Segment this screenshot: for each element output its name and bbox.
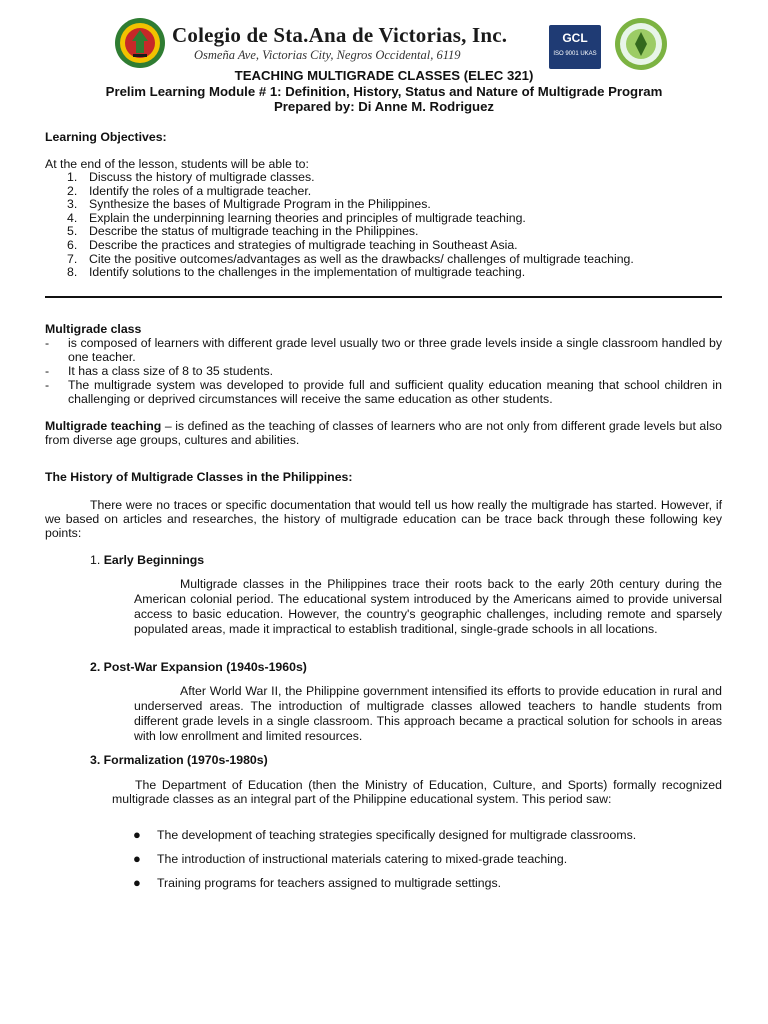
item-text: Describe the status of multigrade teaching in the Philippines. [89,224,419,239]
multigrade-teaching-definition [45,419,722,447]
item-text: The development of teaching strategies specifically designed for multigrade classrooms. [157,828,637,842]
list-item [67,198,634,212]
school-seal-icon [114,17,166,69]
item-text: Synthesize the bases of Multigrade Program in the Philippines. [89,197,431,212]
list-item [67,212,634,226]
cert-brand: GCL [562,31,588,45]
list-item [67,171,634,185]
item-number: 2. [67,183,78,198]
objectives-intro: At the end of the lesson, students will be able to: [45,157,309,171]
item-text: The introduction of instructional materials catering to mixed-grade teaching. [157,852,568,866]
list-item [67,266,634,280]
section-divider [45,296,722,298]
certification-badge [549,25,601,69]
history-point-3-heading: 3. Formalization (1970s-1980s) [90,753,268,767]
bullet-icon: ● [133,827,141,842]
point-number: 1. [90,553,101,567]
multigrade-class-list [45,336,722,406]
item-number: 4. [67,210,78,225]
item-text: Describe the practices and strategies of multigrade teaching in Southeast Asia. [89,237,518,252]
item-number: 1. [67,170,78,184]
item-text: It has a class size of 8 to 35 students. [68,364,274,378]
list-item: - The multigrade system was developed to provide full and sufficient quality education meaning that school children in challenging or deprived circumstances will receive the same education as other students. [45,378,722,406]
cert-standard-label: ISO 9001 [553,51,579,57]
list-item [133,876,723,900]
module-title: Prelim Learning Module # 1: Definition, History, Status and Nature of Multigrade Program [105,83,663,99]
definition-text: – is defined as the teaching of classes of learners who are not only from different grade levels but also from diverse age groups, cultures and abilities. [45,419,722,447]
history-point-2-text: After World War II, the Philippine government intensified its efforts to provide education in rural and underserved areas. The introduction of multigrade classes allowed teachers to handle students from different grade levels in a single classroom. This approach became a practical solution for schools in areas with low enrollment and limited resources. [134,684,722,743]
item-text: Cite the positive outcomes/advantages as well as the drawbacks/ challenges of multigrade teaching. [89,251,634,266]
school-name: Colegio de Sta.Ana de Victorias, Inc. [172,23,508,47]
item-text: Identify solutions to the challenges in the implementation of multigrade teaching. [89,265,526,280]
item-number: 3. [67,197,78,212]
item-number: 8. [67,265,78,280]
module-title-block [40,68,728,115]
list-item [67,225,634,239]
item-text: Identify the roles of a multigrade teacher. [89,183,312,198]
objectives-heading: Learning Objectives: [45,130,167,144]
item-text: is composed of learners with different grade level usually two or three grade levels inside a single classroom handled by one teacher. [68,336,722,364]
list-item [67,185,634,199]
item-text: Training programs for teachers assigned to multigrade settings. [157,876,502,890]
objectives-list [67,171,634,280]
history-point-1-text: Multigrade classes in the Philippines trace their roots back to the early 20th century during the American colonial period. The educational system introduced by the Americans aimed to provide universal access to basic education. However, the country's geographic challenges, including remote and sparsely populated areas, made it impractical to establish traditional, single-grade schools in all locations. [134,577,722,636]
item-number: 6. [67,237,78,252]
cert-registry-label: UKAS [580,51,597,57]
point-heading: Early Beginnings [103,553,205,567]
item-text: Explain the underpinning learning theories and principles of multigrade teaching. [89,210,526,225]
item-number: 5. [67,224,78,239]
cert-standard [549,51,601,57]
definition-term: Multigrade teaching [45,419,162,433]
formalization-bullets [133,828,723,900]
bullet-icon: ● [133,851,141,866]
bullet-icon: ● [133,875,141,890]
item-text: The multigrade system was developed to provide full and sufficient quality education meaning that school children in challenging or deprived circumstances will receive the same education as other students. [68,378,722,406]
history-point-2-heading: 2. Post-War Expansion (1940s-1960s) [90,660,307,674]
history-point-3-text: The Department of Education (then the Ministry of Education, Culture, and Sports) formally recognized multigrade classes as an integral part of the Philippine educational system. This period saw: [112,778,722,806]
module-author: Prepared by: Di Anne M. Rodriguez [273,99,495,114]
item-text: Discuss the history of multigrade classes. [89,170,315,184]
history-point-1-heading [90,553,204,567]
item-number: 7. [67,251,78,266]
course-title: TEACHING MULTIGRADE CLASSES (ELEC 321) [234,68,534,83]
list-item: - is composed of learners with different grade level usually two or three grade levels inside a single classroom handled by one teacher. [45,336,722,364]
green-seal-icon [614,17,668,71]
list-item [67,253,634,267]
history-heading: The History of Multigrade Classes in the Philippines: [45,470,353,484]
history-intro: There were no traces or specific documentation that would tell us how really the multigrade has started. However, if we based on articles and researches, the history of multigrade education can be trace back through these following key points: [45,498,722,540]
letterhead [112,15,672,73]
list-item: - It has a class size of 8 to 35 students. [45,364,722,378]
list-item [133,852,723,876]
list-item [67,239,634,253]
list-item [133,828,723,852]
multigrade-class-heading: Multigrade class [45,322,142,336]
school-address: Osmeña Ave, Victorias City, Negros Occidental, 6119 [194,48,461,62]
